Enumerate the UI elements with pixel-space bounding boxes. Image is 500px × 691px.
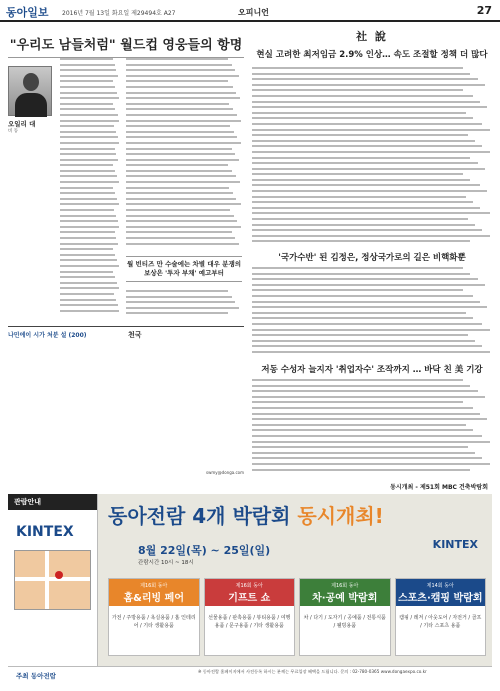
fair-card[interactable]: 제16회 동아 기프트 쇼 선물용품 / 판촉용품 / 뷰티용품 / 여행용품 / 문구용품 / 기타 생활용품 <box>204 578 296 656</box>
ad-guide-panel <box>8 494 98 684</box>
fair-card-header: 제16회 동아 홈&리빙 페어 <box>109 579 199 606</box>
kintex-logo: KINTEX <box>16 524 74 540</box>
ad-top-bar: 동시개최 - 제51회 MBC 건축박람회 <box>390 484 488 491</box>
page-header <box>0 0 500 22</box>
fair-card[interactable]: 제16회 동아 차·공예 박람회 차 / 다기 / 도자기 / 공예품 / 전통식품 / 웰빙용품 <box>299 578 391 656</box>
ad-note: ※ 동아전람 홈페이지에서 사전등록 하시는 분께는 무료입장 혜택을 드립니다. 문의 : 02-780-0365 www.dongaexpo.co.kr <box>198 669 427 674</box>
fair-list <box>108 578 486 656</box>
author-name: 오일리 대 <box>8 120 36 128</box>
kintex-venue-logo: KINTEX <box>432 538 478 551</box>
section-title: 오피니언 <box>238 8 269 17</box>
editorial-body-1 <box>252 67 492 247</box>
editorial-title-3: 저동 수성자 늘지자 '취업자수' 조작까지 … 바닥 친 美 기강 <box>261 365 483 375</box>
article-headline: "우리도 남들처럼" 월드컵 영웅들의 항명 <box>8 34 244 58</box>
author-email: swmy@donga.com <box>206 470 244 475</box>
column-editorial <box>252 28 492 478</box>
author-title: 비 동 <box>8 129 19 134</box>
editorial-title-2: '국가수반' 된 김정은, 정상국가로의 길은 비핵화뿐 <box>278 253 466 263</box>
fair-card[interactable]: 제14회 동아 스포츠·캠핑 박람회 캠핑 / 레저 / 아웃도어 / 자전거 / 골프 / 기타 스포츠 용품 <box>395 578 487 656</box>
sponsor-label: 주최 동아전람 <box>16 672 56 680</box>
fair-card-header: 제14회 동아 스포츠·캠핑 박람회 <box>396 579 486 606</box>
fair-card-header: 제16회 동아 차·공예 박람회 <box>300 579 390 606</box>
column-article <box>8 28 244 478</box>
location-map <box>14 550 91 610</box>
fair-card-header: 제16회 동아 기프트 쇼 <box>205 579 295 606</box>
author-block <box>8 66 54 134</box>
ad-footer <box>8 666 492 684</box>
editorial-title-1: 현실 고려한 최저임금 2.9% 인상… 속도 조절할 정책 더 많다 <box>256 50 488 60</box>
editorial-body-3 <box>252 379 492 479</box>
location-pin-icon <box>55 571 63 579</box>
ad-hours: 관람시간 10시 ~ 18시 <box>138 560 194 566</box>
poem-box <box>8 326 244 478</box>
ad-guide-label: 관람안내 <box>8 494 97 510</box>
article-subhead: 월 빈티즈 만 수술에는 차별 대우 분쟁의 보상은 '투자 부채' 예고부터 <box>126 256 242 282</box>
poem-title: 천국 <box>128 331 142 339</box>
article-body-col1 <box>60 58 120 318</box>
page-number: 27 <box>476 4 492 17</box>
fair-card[interactable]: 제16회 동아 홈&리빙 페어 가전 / 주방용품 / 욕실용품 / 홈 인테리어 / 기타 생활용품 <box>108 578 200 656</box>
advertisement[interactable] <box>8 494 492 684</box>
ad-main-title <box>108 500 384 529</box>
ad-date: 8월 22일(목) ~ 25일(일) <box>138 544 271 557</box>
ad-title-b: 동시개최! <box>297 504 384 528</box>
author-photo <box>8 66 52 116</box>
editorial-label: 社 說 <box>356 30 388 43</box>
masthead: 동아일보 <box>6 6 49 19</box>
article-body-col2 <box>126 58 242 248</box>
editorial-body-2 <box>252 267 492 359</box>
article-body-col3 <box>126 290 242 320</box>
dateline: 2016년 7월 13일 화요일 제29494호 A27 <box>62 10 176 17</box>
poem-box-title: 나민에이 시가 처분 설 (200) <box>8 332 87 339</box>
ad-title-a: 동아전람 4개 박람회 <box>108 504 291 528</box>
